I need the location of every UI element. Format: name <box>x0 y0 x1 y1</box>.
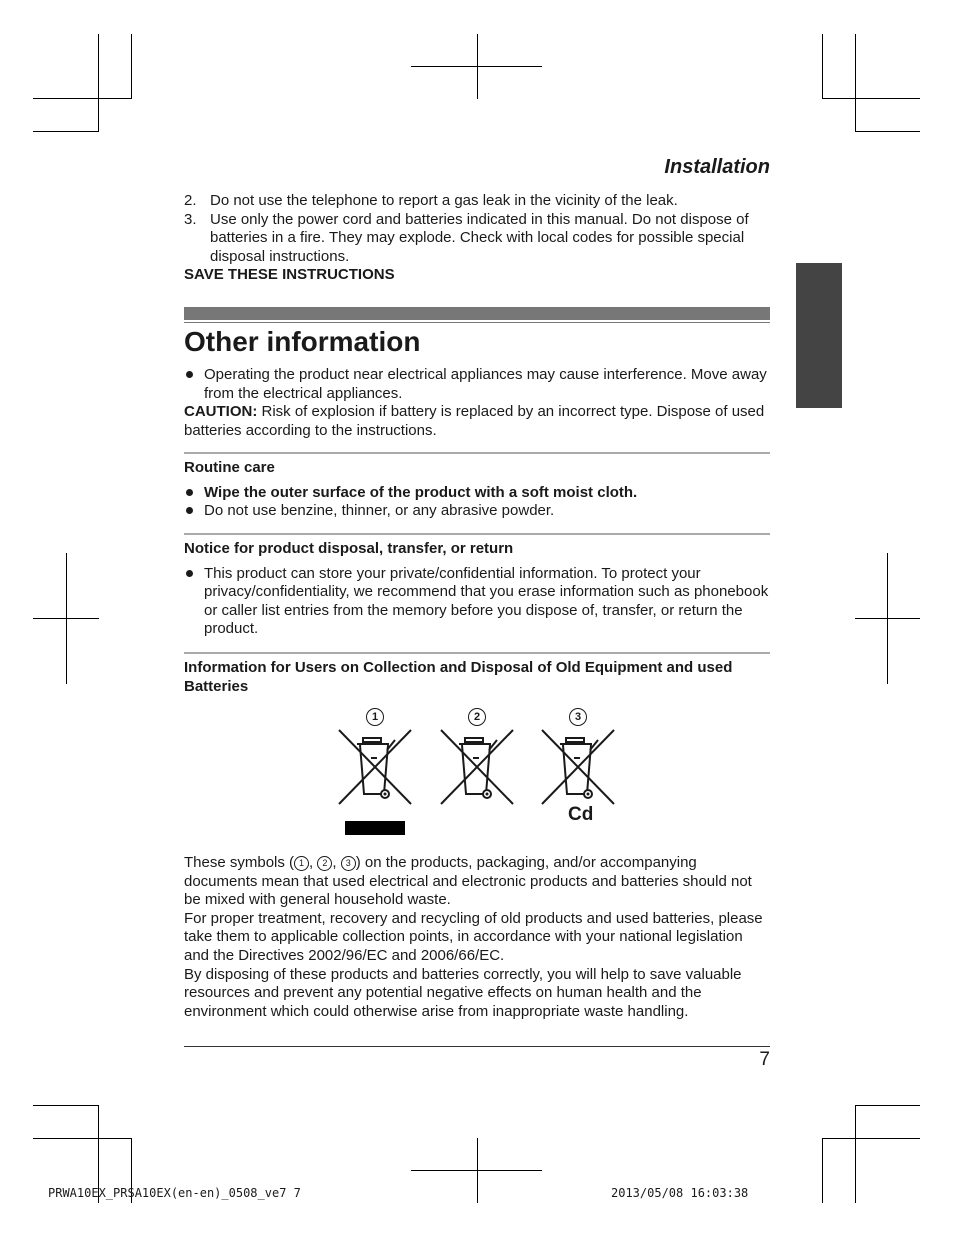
save-instructions: SAVE THESE INSTRUCTIONS <box>184 266 395 284</box>
routine-heading: Routine care <box>184 459 275 476</box>
disposal-paragraph: By disposing of these products and batteries correctly, you will help to save valuable resources and prevent any potential negative effects on human health and the environment which could otherwise arise from inappropriate waste handling. <box>184 965 742 1020</box>
section-tab <box>796 263 842 408</box>
list-item: Operating the product near electrical appliances may cause interference. Move away from the electrical appliances. <box>184 366 770 403</box>
list-item: Do not use benzine, thinner, or any abrasive powder. <box>184 502 770 521</box>
bullet-icon <box>186 507 193 514</box>
routine-care <box>184 459 770 521</box>
divider <box>184 452 770 454</box>
print-job-info: PRWA10EX_PRSA10EX(en-en)_0508_ve7 7 <box>48 1186 301 1200</box>
solid-bar-symbol <box>345 821 405 835</box>
page-number: 7 <box>759 1049 770 1070</box>
print-timestamp: 2013/05/08 16:03:38 <box>611 1186 749 1200</box>
other-info-body <box>184 366 770 440</box>
bullet-icon <box>186 570 193 577</box>
bullet-icon <box>186 371 193 378</box>
section-rule <box>184 322 770 323</box>
list-item: Wipe the outer surface of the product with a soft moist cloth. <box>184 484 770 503</box>
cd-label: Cd <box>568 804 594 825</box>
footer-rule <box>184 1046 770 1047</box>
notice-section <box>184 540 770 639</box>
caution-text: CAUTION: Risk of explosion if battery is replaced by an incorrect type. Dispose of used batteries according to the instructions. <box>184 403 765 439</box>
page-title: Other information <box>184 326 421 357</box>
notice-heading: Notice for product disposal, transfer, or return <box>184 540 514 557</box>
list-item: 3. Use only the power cord and batteries indicated in this manual. Do not dispose of batteries in a fire. They may explode. Check with local codes for possible special disposal instructions. <box>184 210 749 265</box>
disposal-body <box>184 854 770 1021</box>
crossed-bin-icon <box>540 728 616 808</box>
disposal-heading: Information for Users on Collection and Disposal of Old Equipment and used Batteries <box>184 659 733 695</box>
disposal-paragraph: These symbols ( 1 , 2 , 3 ) on the products, packaging, and/or accompanying documents mean that used electrical and electronic products and batteries should not be mixed with general household waste. <box>184 854 752 909</box>
disposal-paragraph: For proper treatment, recovery and recycling of old products and used batteries, please take them to applicable collection points, in accordance with your national legislation and the Directives 2002/96/EC and 2006/66/EC. <box>184 909 763 964</box>
divider <box>184 533 770 535</box>
symbol-2-label: 2 <box>432 703 522 726</box>
intro-section <box>184 192 770 285</box>
divider <box>184 652 770 654</box>
crossed-bin-icon <box>439 728 515 808</box>
list-item: 2. Do not use the telephone to report a gas leak in the vicinity of the leak. <box>184 192 678 209</box>
crossed-bin-icon <box>337 728 413 808</box>
bullet-icon <box>186 489 193 496</box>
list-item: This product can store your private/confidential information. To protect your privacy/confidentiality, we recommend that you erase information such as phonebook or caller list entries from the memory before you dispose of, transfer, or return the product. <box>184 565 770 639</box>
symbol-3-label: 3 <box>533 703 623 726</box>
section-bar <box>184 307 770 320</box>
section-header: Installation <box>664 156 770 178</box>
symbol-1-label: 1 <box>330 703 420 726</box>
